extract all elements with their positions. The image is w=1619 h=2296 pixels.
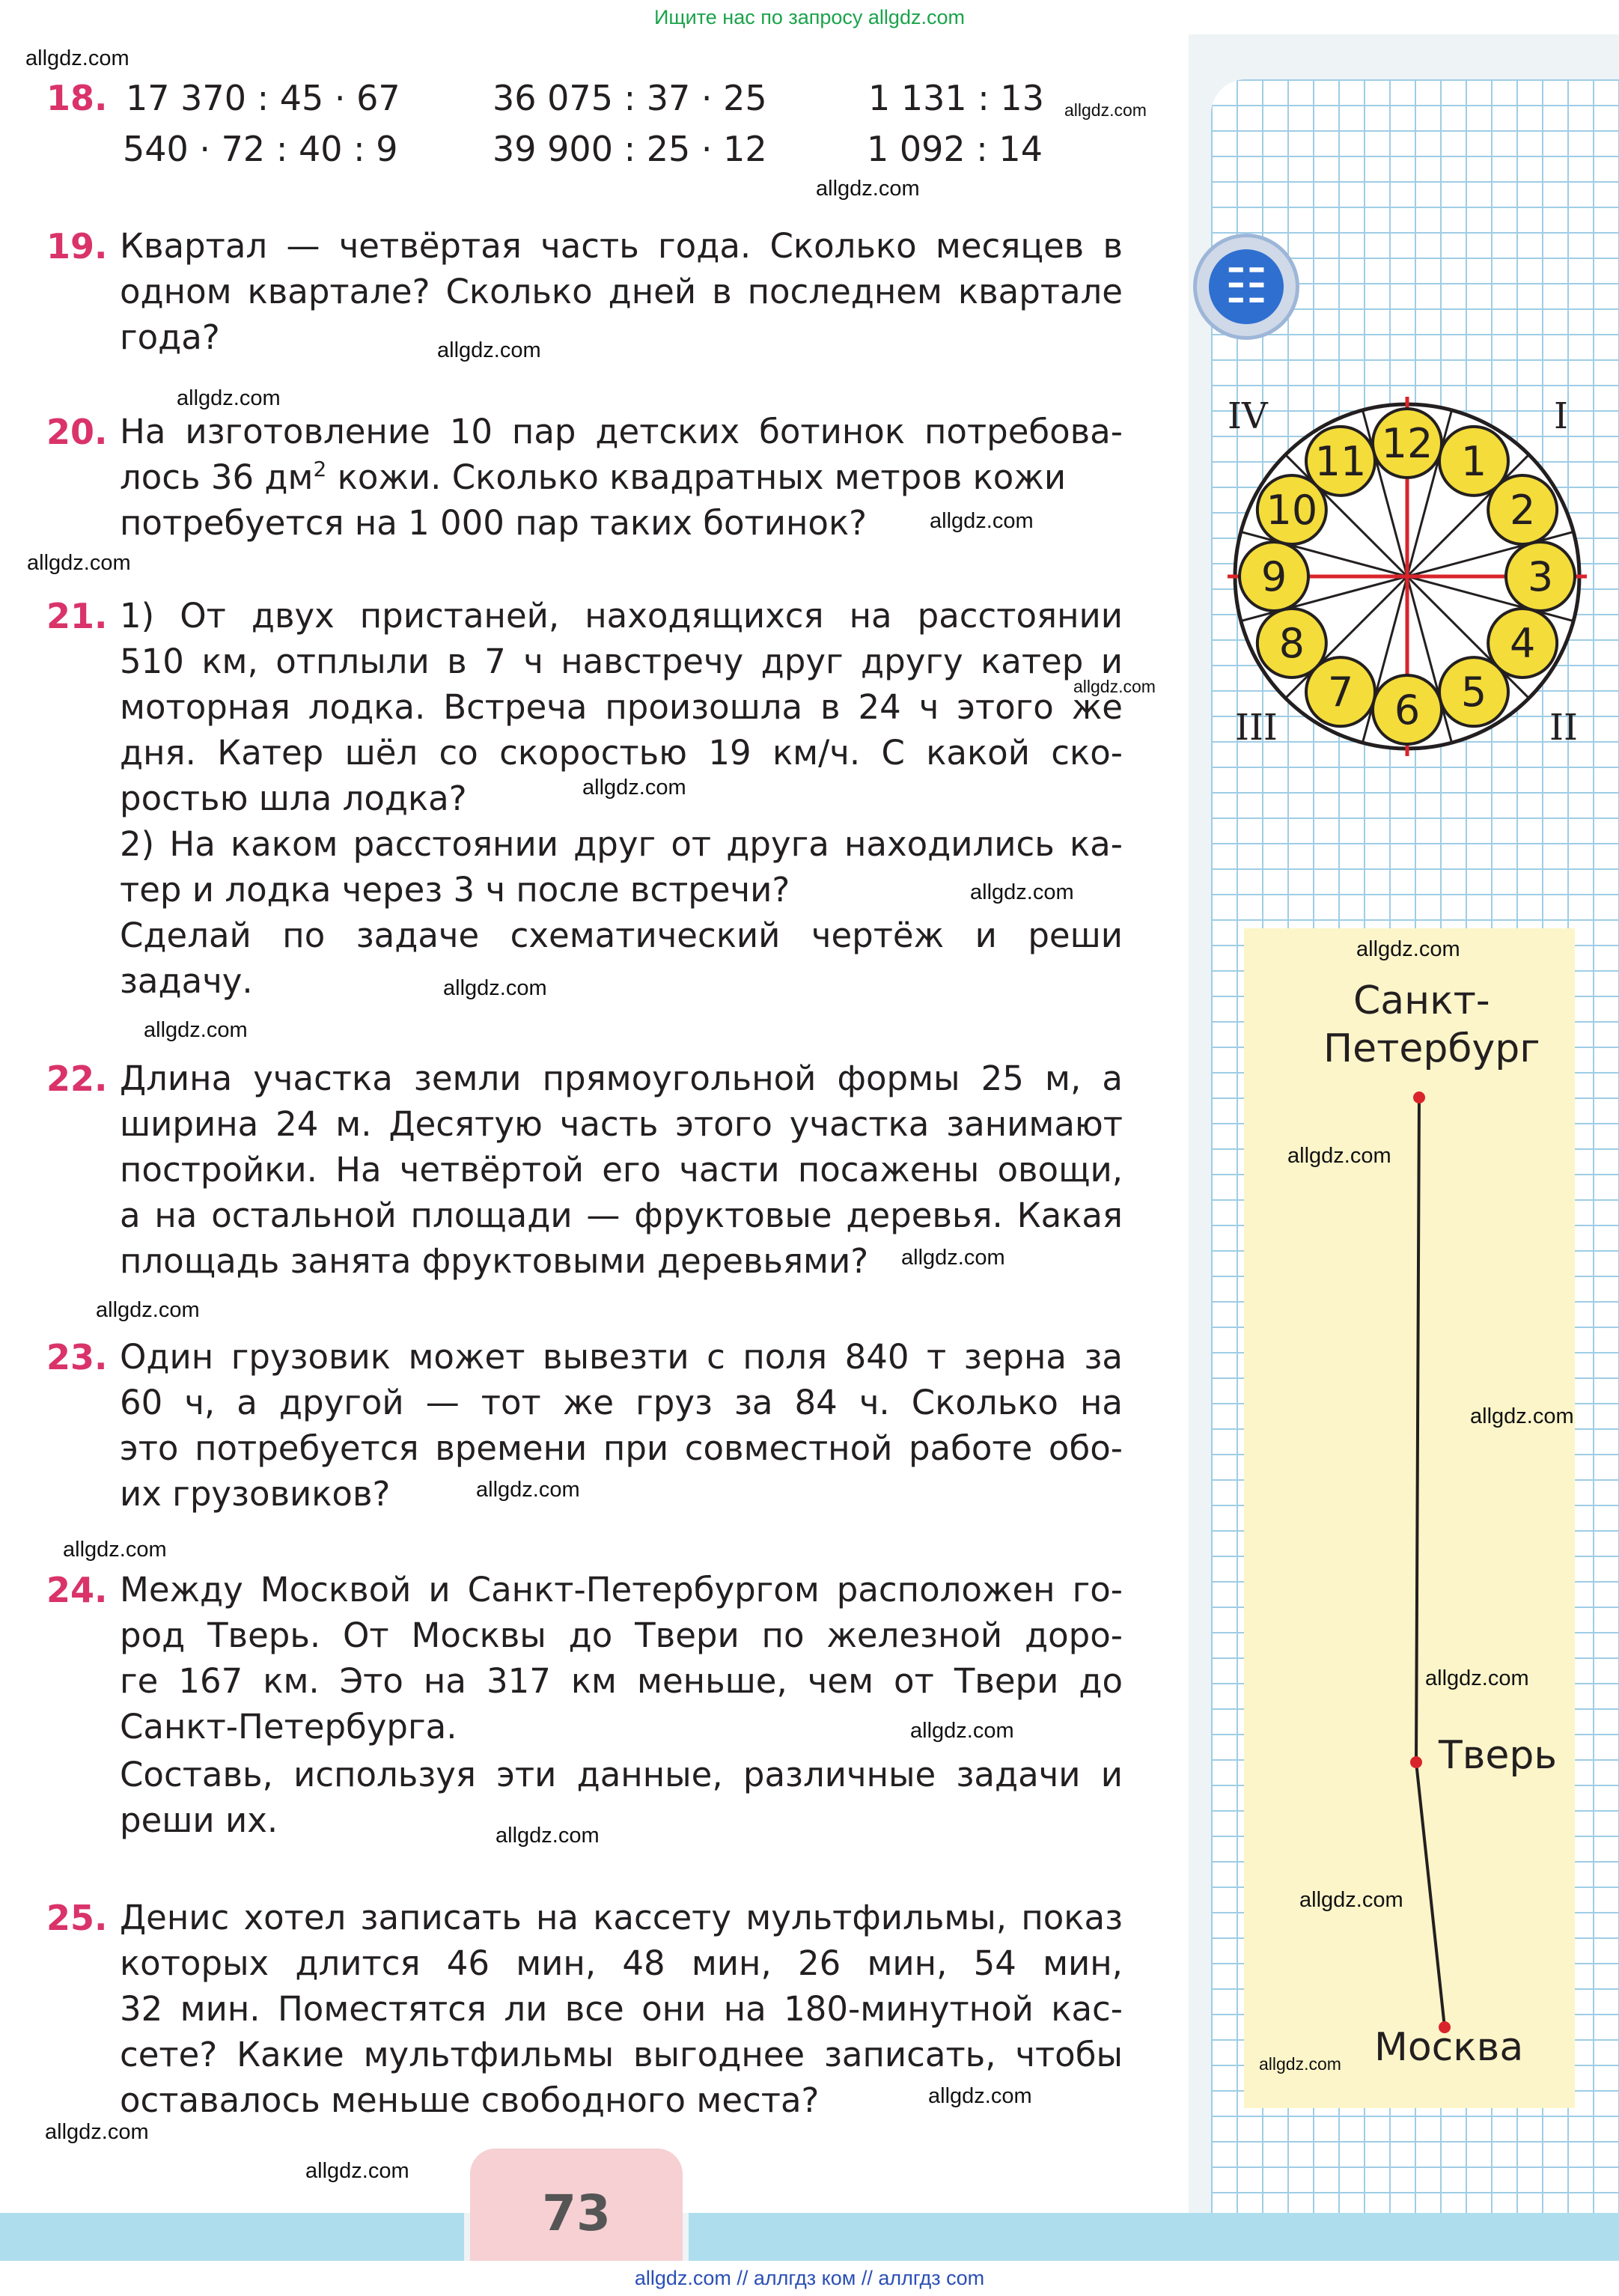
watermark: allgdz.com [1425,1666,1529,1690]
watermark: allgdz.com [930,509,1034,533]
watermark: allgdz.com [25,46,129,70]
city-dot [1413,1091,1425,1103]
watermark: allgdz.com [910,1719,1014,1743]
expression: 39 900 : 25 · 12 [493,129,767,169]
problem-text-line: Между Москвой и Санкт-Петербургом расположен го- [120,1570,1123,1610]
problem-text-line: потребуется на 1 000 пар таких ботинок? [120,503,868,543]
watermark: allgdz.com [437,338,541,362]
problem-number: 21. [46,596,108,636]
problem-text-line: дня. Катер шёл со скоростью 19 км/ч. С какой ско- [120,733,1123,773]
city-dot [1410,1756,1422,1768]
problem-text-line: На изготовление 10 пар детских ботинок потребова- [120,412,1123,451]
problem-text-line: Один грузовик может вывезти с поля 840 т зерна за [120,1337,1123,1377]
problem-number: 25. [46,1898,108,1938]
expression: 1 131 : 13 [868,78,1044,118]
problem-text-line: Квартал — четвёртая часть года. Сколько месяцев в [120,226,1123,266]
clock-number: 5 [1460,669,1487,716]
globe-icon [1193,234,1299,340]
problem-text-line: 2) На каком расстоянии друг от друга находились ка- [120,824,1123,864]
railway-line [1416,1097,1445,2027]
problem-text-line: а на остальной площади — фруктовые деревья. Какая [120,1196,1123,1235]
problem-text-line: одном квартале? Сколько дней в последнем квартале [120,272,1123,311]
problem-text-line: Санкт-Петербурга. [120,1707,457,1747]
watermark: allgdz.com [476,1478,580,1502]
watermark: allgdz.com [1073,677,1156,696]
problem-text-line: ширина 24 м. Десятую часть этого участка занимают [120,1104,1123,1144]
watermark: allgdz.com [1470,1404,1574,1428]
problem-text-fragment: кожи. Сколько квадратных метров кожи [326,457,1067,497]
clock-number: 4 [1509,620,1536,667]
watermark: allgdz.com [1287,1144,1391,1168]
problem-text-line: Сделай по задаче схематический чертёж и реши [120,916,1123,955]
clock-number: 7 [1327,669,1354,716]
watermark: allgdz.com [928,2084,1032,2108]
problem-text-line: площадь занята фруктовыми деревьями? [120,1241,869,1281]
clock-number: 9 [1260,553,1287,600]
grid-globe-icon: ☷ [1209,249,1284,324]
problem-text-line: 32 мин. Поместятся ли все они на 180-минутной кас- [120,1989,1123,2029]
watermark: allgdz.com [63,1538,167,1562]
problem-text-line: оставалось меньше свободного места? [120,2080,820,2120]
problem-text-line [120,454,1123,501]
clock-number: 1 [1460,437,1487,485]
watermark: allgdz.com [443,976,547,1000]
problem-text-line: 1) От двух пристаней, находящихся на расстоянии [120,596,1123,636]
problem-text-fragment: лось 36 дм [120,457,314,497]
watermark: allgdz.com [970,880,1074,904]
problem-number: 22. [46,1059,108,1099]
problem-text-line: которых длится 46 мин, 48 мин, 26 мин, 54 мин, [120,1943,1123,1983]
watermark: allgdz.com [816,177,920,201]
expression: 36 075 : 37 · 25 [493,78,767,118]
watermark: allgdz.com [496,1824,600,1848]
watermark: allgdz.com [582,776,686,800]
problem-text-line: их грузовиков? [120,1474,391,1514]
watermark: allgdz.com [1299,1888,1403,1912]
watermark: allgdz.com [45,2120,149,2144]
problem-text-line: род Тверь. От Москвы до Твери по железной доро- [120,1616,1123,1655]
watermark: allgdz.com [1064,100,1147,120]
city-label-moscow: Москва [1374,2025,1524,2070]
problem-number: 24. [46,1570,108,1610]
page-bottom-stripe-right [689,2213,1619,2261]
quarter-label: III [1235,707,1278,749]
problem-text-line: ростью шла лодка? [120,779,467,818]
top-banner: Ищите нас по запросу allgdz.com [0,0,1619,34]
quarter-label: IV [1228,395,1268,437]
bottom-banner: allgdz.com // аллгдз ком // аллгдз com [0,2261,1619,2296]
page-bottom-stripe-left [0,2213,464,2261]
problem-text-line: ге 167 км. Это на 317 км меньше, чем от Твери до [120,1661,1123,1701]
watermark: allgdz.com [27,551,131,575]
problem-text-line: сете? Какие мультфильмы выгоднее записать, чтобы [120,2035,1123,2074]
watermark: allgdz.com [1356,937,1460,961]
watermark: allgdz.com [1259,2054,1341,2074]
problem-text-line: Денис хотел записать на кассету мультфильмы, показ [120,1898,1123,1937]
clock-number: 3 [1527,553,1554,600]
watermark: allgdz.com [305,2159,409,2183]
problem-text-line: года? [120,317,220,357]
watermark: allgdz.com [144,1018,248,1042]
railway-map [1244,928,1575,2108]
problem-number: 23. [46,1337,108,1377]
clock-number: 12 [1381,420,1433,467]
watermark: allgdz.com [901,1246,1005,1270]
problem-number: 18. [46,78,108,118]
expression: 17 370 : 45 · 67 [126,78,400,118]
clock-number: 6 [1394,686,1421,734]
problem-text-line: тер и лодка через 3 ч после встречи? [120,870,790,910]
watermark: allgdz.com [177,386,281,410]
problem-text-line: моторная лодка. Встреча произошла в 24 ч этого же [120,687,1123,727]
problem-text-line: постройки. На четвёртой его части посажены овощи, [120,1150,1123,1190]
expression: 1 092 : 14 [867,129,1043,169]
clock-number: 8 [1278,620,1305,667]
city-label-spb: Санкт- [1353,978,1490,1023]
problem-number: 20. [46,412,108,452]
clock-number: 10 [1266,487,1318,534]
city-label-spb: Петербург [1323,1026,1540,1071]
superscript: 2 [313,457,327,481]
problem-text-line: 510 км, отплыли в 7 ч навстречу друг другу катер и [120,642,1123,681]
expression: 540 · 72 : 40 : 9 [123,129,398,169]
quarter-label: I [1554,395,1568,437]
problem-text-line: реши их. [120,1800,278,1840]
quarter-label: II [1549,707,1578,749]
problem-text-line: 60 ч, а другой — тот же груз за 84 ч. Сколько на [120,1383,1123,1422]
clock-number: 2 [1509,487,1536,534]
watermark: allgdz.com [96,1298,200,1322]
problem-text-line: Длина участка земли прямоугольной формы 25 м, а [120,1059,1123,1098]
city-label-tver: Тверь [1439,1733,1558,1778]
problem-text-line: это потребуется времени при совместной работе обо- [120,1428,1123,1468]
problem-number: 19. [46,226,108,267]
problem-text-line: Составь, используя эти данные, различные задачи и [120,1755,1123,1794]
clock-number: 11 [1314,437,1367,485]
problem-text-line: задачу. [120,961,253,1001]
page-number: 73 [542,2184,611,2242]
